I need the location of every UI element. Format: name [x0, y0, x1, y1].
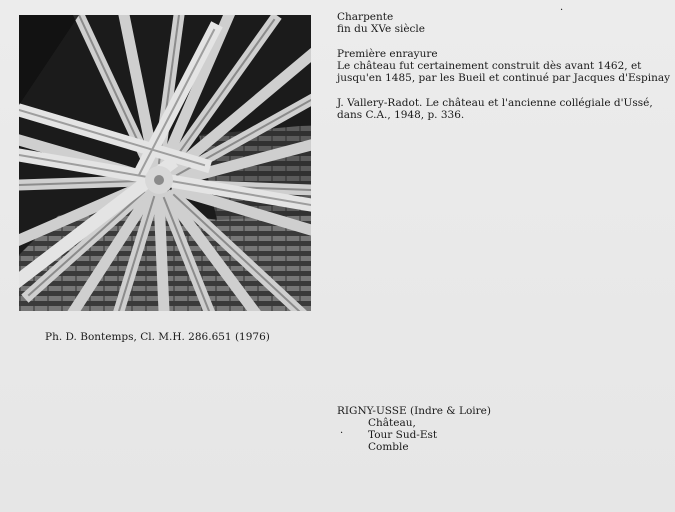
title-block — [337, 11, 425, 35]
photo-credit — [45, 331, 270, 343]
timber-roof-photo — [19, 15, 311, 311]
bibliography-line-1: J. Vallery-Radot. Le château et l'ancienne collégiale d'Ussé, — [337, 97, 653, 109]
location-line-4: Comble — [368, 441, 409, 453]
description-line-2: Le château fut certainement construit dès avant 1462, et — [337, 60, 642, 72]
bibliography-line-2: dans C.A., 1948, p. 336. — [337, 109, 465, 121]
title-line-1: Charpente — [337, 11, 394, 23]
location-line-3: Tour Sud-Est — [368, 429, 438, 441]
location-line-1: RIGNY-USSE (Indre & Loire) — [337, 405, 491, 417]
photo-image — [19, 15, 311, 311]
credit-text: Ph. D. Bontemps, Cl. M.H. 286.651 (1976) — [45, 331, 270, 343]
location-block — [337, 405, 491, 453]
description-line-3: jusqu'en 1485, par les Bueil et continué par Jacques d'Espinay — [337, 72, 671, 84]
description-block — [337, 48, 670, 84]
description-line-1: Première enrayure — [337, 48, 438, 60]
location-line-2: Château, — [368, 417, 416, 429]
bibliography-block — [337, 97, 653, 121]
title-line-2: fin du XVe siècle — [337, 23, 425, 35]
mark-dot: · — [560, 5, 564, 16]
location-dot: · — [340, 428, 344, 439]
